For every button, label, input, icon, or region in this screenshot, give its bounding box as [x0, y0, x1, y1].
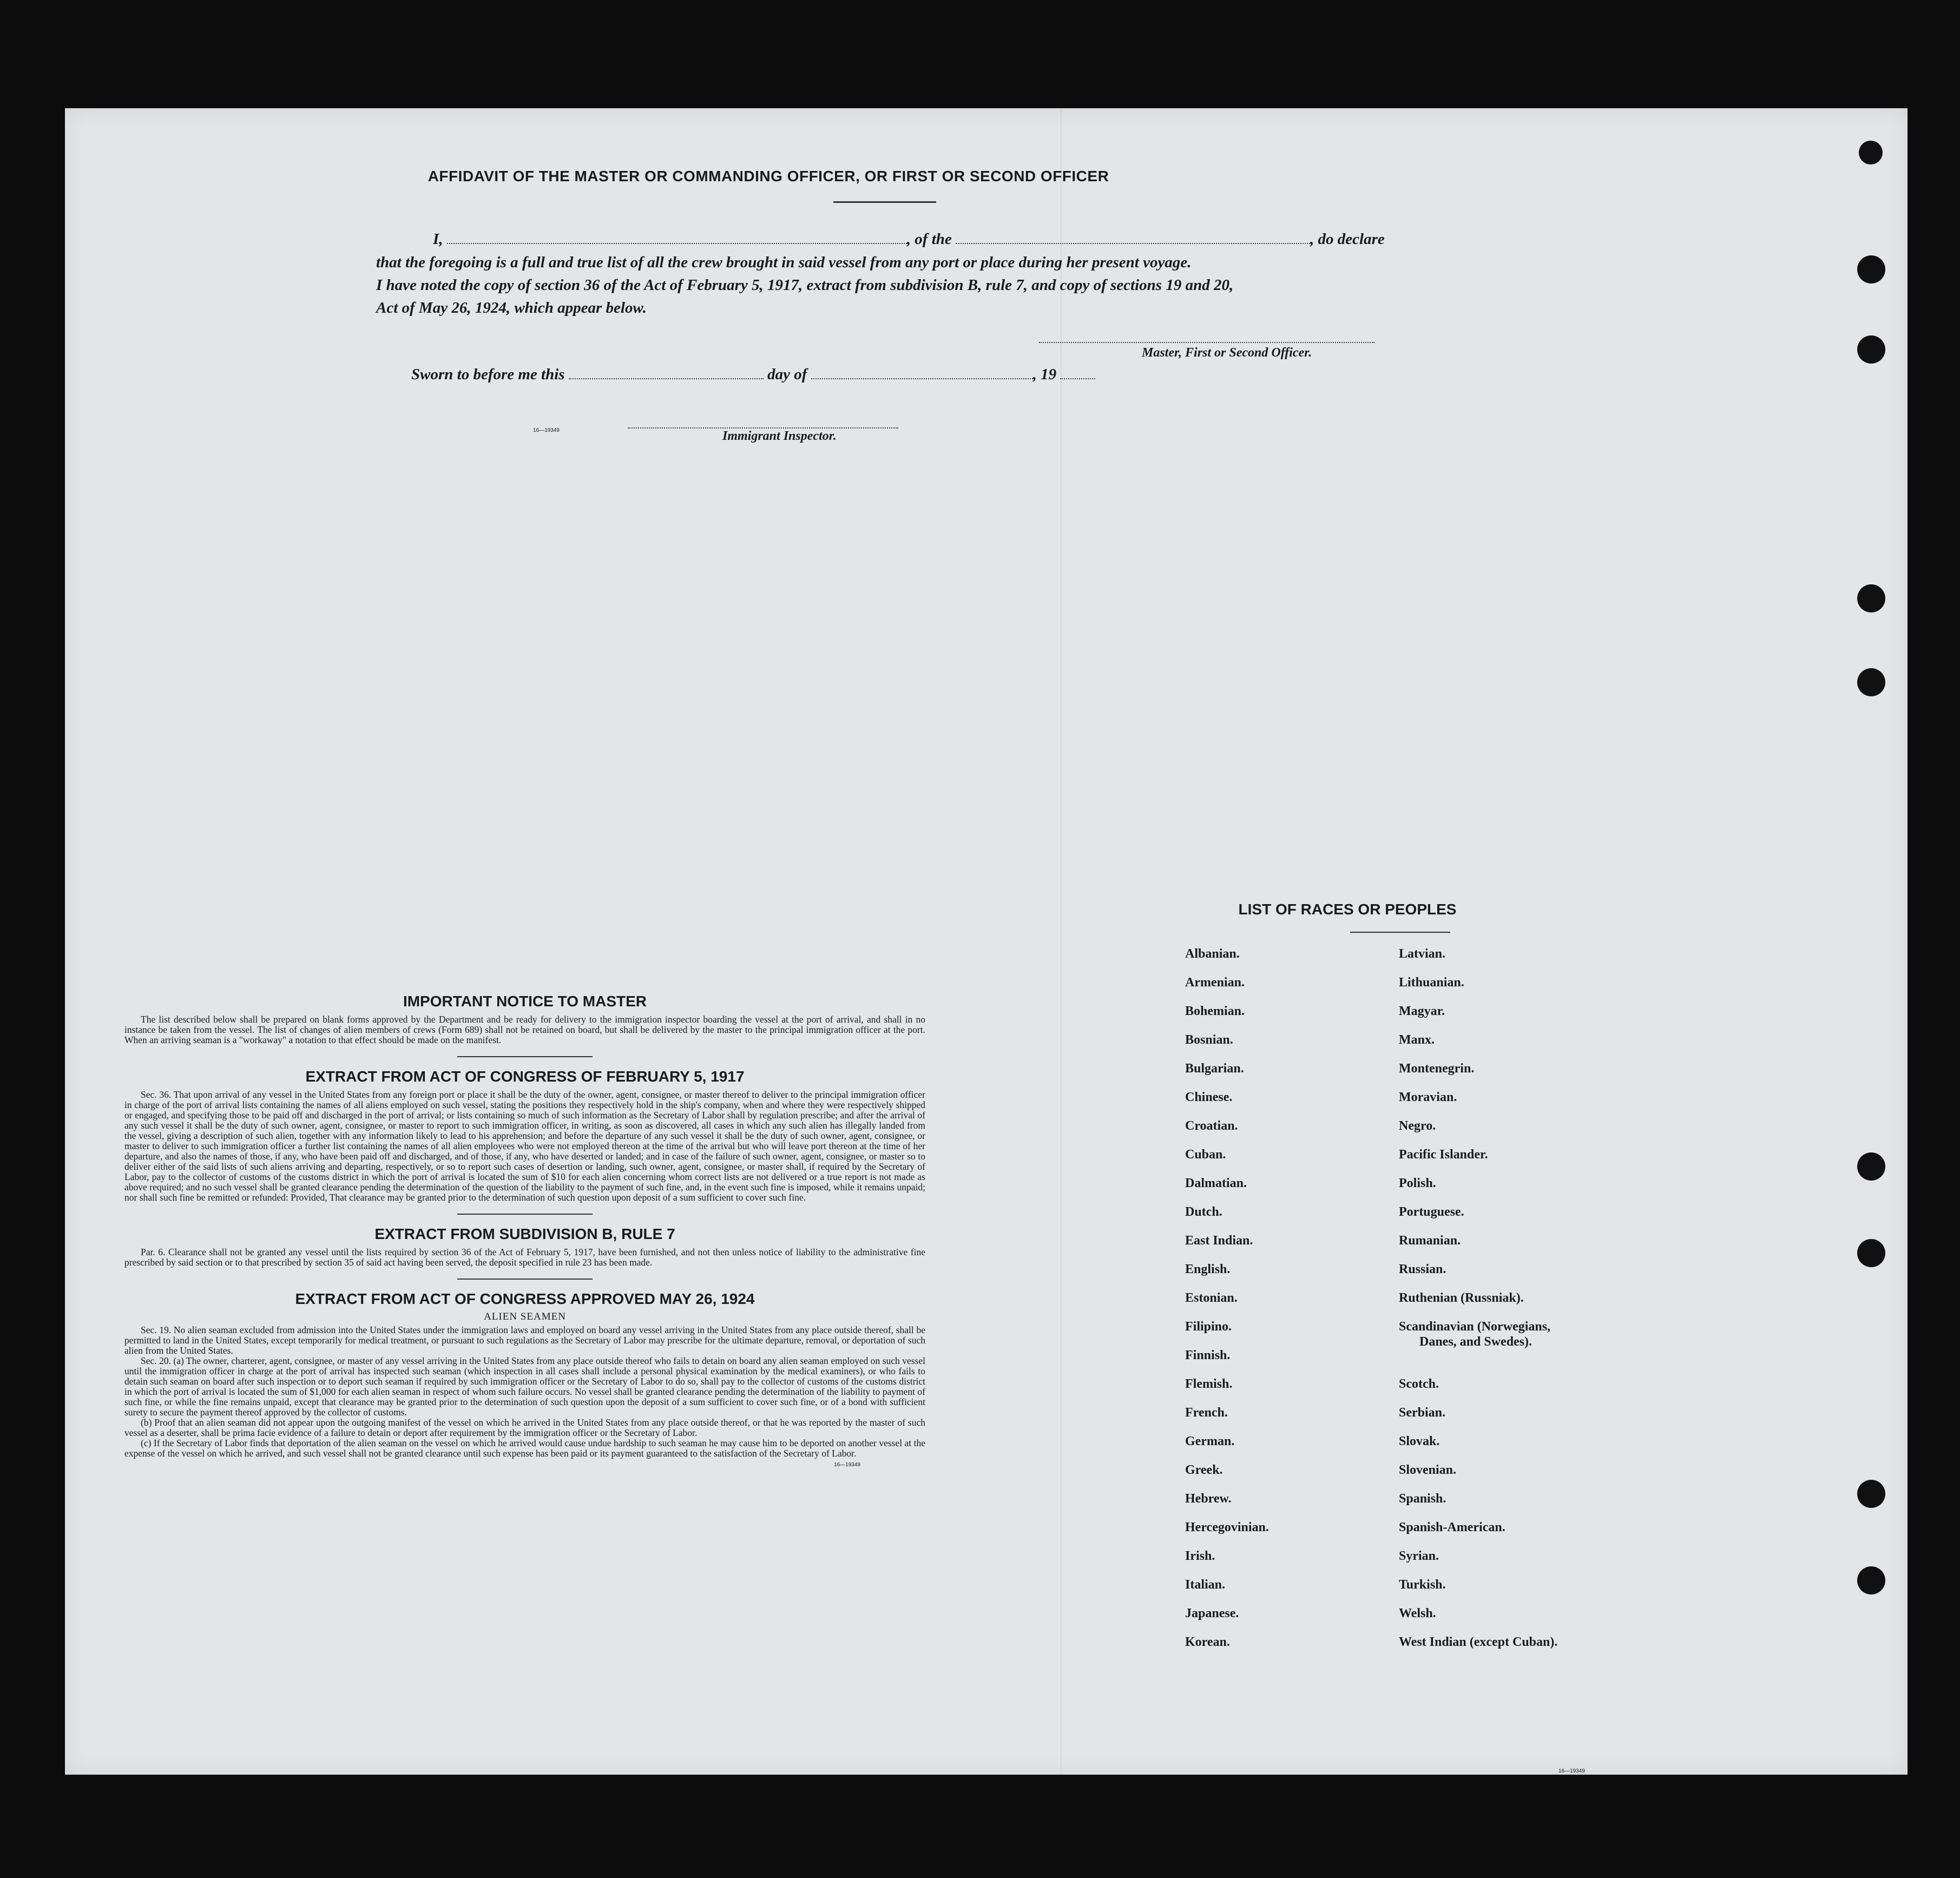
- race-item: Italian.: [1185, 1578, 1226, 1592]
- race-item: Moravian.: [1399, 1090, 1457, 1104]
- affidavit-line-1: [411, 228, 1439, 251]
- subdivision-b-title: EXTRACT FROM SUBDIVISION B, RULE 7: [374, 1225, 675, 1242]
- affidavit-title: AFFIDAVIT OF THE MASTER OR COMMANDING OFFICER, OR FIRST OR SECOND OFFICER: [427, 168, 1109, 184]
- race-item: Scotch.: [1399, 1377, 1439, 1391]
- binder-hole-7: [1857, 1239, 1885, 1267]
- race-item: Slovak.: [1399, 1434, 1440, 1448]
- race-item: Bulgarian.: [1185, 1062, 1244, 1076]
- race-item: Manx.: [1399, 1033, 1435, 1047]
- binder-hole-1: [1859, 141, 1883, 164]
- race-item: German.: [1185, 1434, 1235, 1448]
- sworn-month-field[interactable]: [811, 366, 1033, 379]
- vessel-name-field[interactable]: [956, 231, 1310, 244]
- form-sheet: [65, 108, 1908, 1775]
- race-item: Spanish-American.: [1399, 1520, 1505, 1534]
- race-item: Croatian.: [1185, 1119, 1238, 1133]
- race-item: Portuguese.: [1399, 1205, 1464, 1219]
- race-item: Magyar.: [1399, 1004, 1445, 1018]
- race-item: Syrian.: [1399, 1549, 1439, 1563]
- binder-hole-9: [1857, 1566, 1885, 1594]
- race-item: Finnish.: [1185, 1348, 1231, 1362]
- binder-hole-2: [1857, 255, 1885, 284]
- race-item: Greek.: [1185, 1463, 1223, 1477]
- race-item: Chinese.: [1185, 1090, 1233, 1104]
- notice-rule: [457, 1056, 593, 1057]
- affidavit-of-the: , of the: [906, 230, 952, 248]
- page-fold: [1061, 108, 1062, 1775]
- race-item: Polish.: [1399, 1176, 1436, 1190]
- sworn-prefix: Sworn to before me this: [411, 366, 565, 383]
- notices-column: [124, 993, 925, 1468]
- race-item: English.: [1185, 1262, 1231, 1276]
- races-right-column: [1399, 946, 1557, 1663]
- races-title: LIST OF RACES OR PEOPLES: [1238, 901, 1457, 918]
- extract-1924-sec20b: (b) Proof that an alien seaman did not appear upon the outgoing manifest of the vessel on which he arrived in the United States from any place outside thereof, or that he was reported by the master of such vessel as a deserter, shall be prima facie evidence of a failure to detain or deport after requirement by the immigration officer or the Secretary of Labor.: [124, 1417, 925, 1438]
- race-item: Albanian.: [1185, 947, 1240, 961]
- race-item: Welsh.: [1399, 1606, 1436, 1620]
- race-item: Slovenian.: [1399, 1463, 1457, 1477]
- race-item: Latvian.: [1399, 947, 1446, 961]
- extract-1917-title: EXTRACT FROM ACT OF CONGRESS OF FEBRUARY 5, 1917: [305, 1068, 745, 1085]
- affidavit-line-2: that the foregoing is a full and true list of all the crew brought in said vessel from any port or place during her present voyage.: [376, 254, 1192, 271]
- race-item: Armenian.: [1185, 976, 1245, 990]
- race-item: Dalmatian.: [1185, 1176, 1247, 1190]
- extract-1924-title: EXTRACT FROM ACT OF CONGRESS APPROVED MAY 26, 1924: [295, 1290, 755, 1307]
- race-item: Estonian.: [1185, 1291, 1238, 1305]
- master-signature-label: Master, First or Second Officer.: [1142, 346, 1312, 360]
- sworn-day-field[interactable]: [569, 366, 764, 379]
- race-item: Bosnian.: [1185, 1033, 1233, 1047]
- binder-hole-3: [1857, 335, 1885, 364]
- binder-hole-8: [1857, 1480, 1885, 1508]
- race-item: East Indian.: [1185, 1234, 1253, 1248]
- extract-1917-body: Sec. 36. That upon arrival of any vessel in the United States from any foreign port or place it shall be the duty of the owner, agent, consignee, or master thereof to deliver to the principal immigration officer in charge of the port of arrival lists containing the names of all aliens employed on such vessel, stating the positions they respectively hold in the ship's company, when and where they were respectively shipped or engaged, and specifying those to be paid off and discharged in the port of arrival; or lists containing so much of such information as the Secretary of Labor shall by regulation prescribe; and after the arrival of any such vessel it shall be the duty of such owner, agent, consignee, or master to report to such immigration officer, in writing, as soon as discovered, all cases in which any such alien has illegally landed from the vessel, giving a description of such alien, together with any information likely to lead to his apprehension; and before the departure of any such vessel it shall be the duty of such owner, agent, consignee, or master to deliver to such immigration officer a further list containing the names of all alien employees who were not employed thereon at the time of the arrival but who will leave port thereon at the time of her departure, and also the names of those, if any, who have been paid off and discharged, and of those, if any, who have deserted or landed; and in case of the failure of such owner, agent, consignee, or master so to deliver either of the said lists of such aliens arriving and departing, respectively, or so to report such cases of desertion or landing, such owner, agent, consignee, or master shall, if required by the Secretary of Labor, pay to the collector of customs of the customs district in which the port of arrival is located the sum of $10 for each alien concerning whom correct lists are not delivered or a true report is not made as above required; and no such vessel shall be granted clearance pending the determination of the question of the liability to the payment of such fine, and, in the event such fine is imposed, while it remains unpaid; nor shall such fine be remitted or refunded: Provided, That clearance may be granted prior to the determination of such question upon deposit of a sum sufficient to cover such fine.: [124, 1089, 925, 1203]
- binder-hole-4: [1857, 584, 1885, 612]
- race-item: Russian.: [1399, 1262, 1446, 1276]
- race-item: Irish.: [1185, 1549, 1215, 1563]
- affidavit-title-rule: [833, 201, 936, 203]
- extract-1924-sec20c: (c) If the Secretary of Labor finds that deportation of the alien seaman on the vessel on which he arrived would cause undue hardship to such seaman he may cause him to be deported on another vessel at the expense of the vessel on which he arrived, and such vessel shall not be granted clearance until such expense has been paid or its payment guaranteed to the satisfaction of the Secretary of Labor.: [124, 1438, 925, 1459]
- sworn-year-field[interactable]: [1060, 366, 1095, 379]
- affidavit-i: I,: [433, 230, 443, 248]
- race-item: West Indian (except Cuban).: [1399, 1635, 1558, 1649]
- race-item: Hercegovinian.: [1185, 1520, 1269, 1534]
- binder-hole-5: [1857, 668, 1885, 696]
- race-item: Montenegrin.: [1399, 1062, 1475, 1076]
- extract-1924-form-code: 16—19349: [834, 1462, 860, 1468]
- race-item: French.: [1185, 1406, 1228, 1420]
- race-item: Korean.: [1185, 1635, 1230, 1649]
- extract-1924-sec19: Sec. 19. No alien seaman excluded from admission into the United States under the immigration laws and employed on board any vessel arriving in the United States from any place outside thereof, shall be permitted to land in the United States, except temporarily for medical treatment, or pursuant to such regulations as the Secretary of Labor may prescribe for the ultimate departure, removal, or deportation of such alien from the United States.: [124, 1325, 925, 1356]
- race-item: Dutch.: [1185, 1205, 1222, 1219]
- races-form-code: 16—19349: [1558, 1768, 1585, 1774]
- affidavit-line-3: I have noted the copy of section 36 of the Act of February 5, 1917, extract from subdivision B, rule 7, and copy of sections 19 and 20,: [376, 276, 1234, 294]
- extract-1924-sec20a: Sec. 20. (a) The owner, charterer, agent, consignee, or master of any vessel arriving in the United States from any place outside thereof who fails to detain on board any alien seaman employed on such vessel until the immigration officer in charge at the port of arrival has inspected such seaman (which inspection in all cases shall include a personal physical examination by the medical examiners), or who fails to detain such seaman on board after such inspection or to deport such seaman if required by such immigration officer or the Secretary of Labor to do so, shall pay to the collector of customs of the customs district in which the port of arrival is located the sum of $1,000 for each alien seaman in respect of whom such failure occurs. No vessel shall be granted clearance pending the determination of the liability to payment of such fine, or while the fine remains unpaid, except that clearance may be granted prior to the determination of such question upon the deposit of a sum sufficient to cover such fine, or of a bond with sufficient surety to secure the payment thereof approved by the collector of customs.: [124, 1355, 925, 1418]
- affidavit-do-declare: , do declare: [1310, 230, 1385, 248]
- subdivision-b-rule: [457, 1279, 593, 1280]
- binder-hole-6: [1857, 1152, 1885, 1181]
- affidavit-line-4: Act of May 26, 1924, which appear below.: [376, 299, 647, 317]
- race-item: Serbian.: [1399, 1406, 1446, 1420]
- race-item: Lithuanian.: [1399, 976, 1464, 990]
- notice-body: The list described below shall be prepared on blank forms approved by the Department and be ready for delivery to the immigration inspector boarding the vessel at the port of arrival, and shall in no instance be taken from the vessel. The list of changes of alien members of crews (Form 689) shall not be retained on board, but shall be delivered by the master to the principal immigration officer at the port. When an arriving seaman is a "workaway" a notation to that effect should be made on the manifest.: [124, 1014, 925, 1045]
- races-left-column: [1185, 946, 1269, 1663]
- races-title-rule: [1350, 932, 1450, 933]
- race-item: Rumanian.: [1399, 1234, 1461, 1248]
- affidavit-form-code: 16—19349: [533, 427, 560, 433]
- inspector-label: Immigrant Inspector.: [722, 429, 837, 443]
- master-signature-line[interactable]: [1039, 330, 1374, 343]
- sworn-year-prefix: , 19: [1032, 366, 1057, 383]
- master-name-field[interactable]: [447, 231, 907, 244]
- race-item: Ruthenian (Russniak).: [1399, 1291, 1524, 1305]
- race-item: Flemish.: [1185, 1377, 1233, 1391]
- notice-title: IMPORTANT NOTICE TO MASTER: [403, 993, 647, 1010]
- sworn-line: [411, 364, 1095, 386]
- race-item: Negro.: [1399, 1119, 1436, 1133]
- race-item: Spanish.: [1399, 1492, 1446, 1506]
- subdivision-b-body: Par. 6. Clearance shall not be granted any vessel until the lists required by section 36 of the Act of February 5, 1917, have been furnished, and not then unless notice of liability to the administrative fine prescribed by said section or to that prescribed by section 35 of said act having been served, the deposit specified in rule 23 has been made.: [124, 1247, 925, 1268]
- race-item: Danes, and Swedes).: [1419, 1335, 1533, 1349]
- extract-1924-subtitle: ALIEN SEAMEN: [484, 1311, 566, 1322]
- race-item: Turkish.: [1399, 1578, 1446, 1592]
- race-item: Pacific Islander.: [1399, 1148, 1488, 1162]
- race-item: Filipino.: [1185, 1320, 1232, 1334]
- extract-1917-rule: [457, 1214, 593, 1215]
- race-item: Hebrew.: [1185, 1492, 1232, 1506]
- race-item: Bohemian.: [1185, 1004, 1245, 1018]
- sworn-day-of: day of: [767, 366, 807, 383]
- race-item: Japanese.: [1185, 1606, 1239, 1620]
- race-item: Scandinavian (Norwegians,: [1399, 1320, 1551, 1334]
- race-item: Cuban.: [1185, 1148, 1226, 1162]
